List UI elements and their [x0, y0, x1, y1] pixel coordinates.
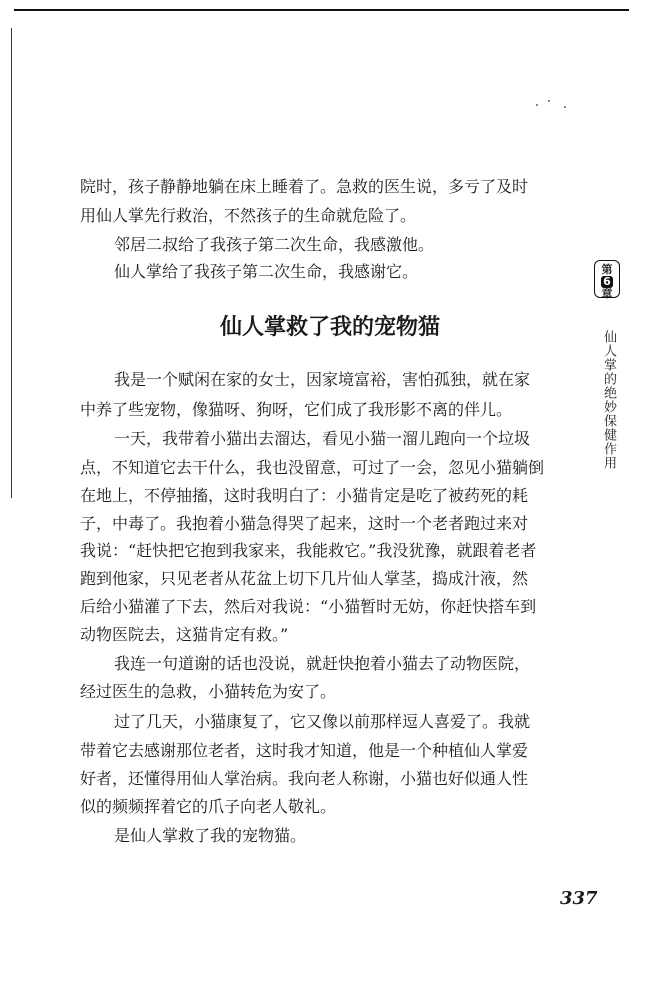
body-line: 子，中毒了。我抱着小猫急得哭了起来，这时一个老者跑过来对: [80, 514, 529, 533]
body-line: 好者，还懂得用仙人掌治病。我向老人称谢，小猫也好似通人性: [80, 769, 529, 788]
body-line: 点，不知道它去干什么，我也没留意，可过了一会，忽见小猫躺倒: [80, 458, 545, 477]
chapter-suffix: 章: [601, 287, 613, 300]
chapter-prefix: 第: [601, 263, 613, 276]
body-line: 后给小猫灌了下去，然后对我说：“小猫暂时无妨，你赶快搭车到: [80, 597, 537, 616]
body-line: 一天，我带着小猫出去溜达，看见小猫一溜儿跑向一个垃圾: [114, 429, 531, 448]
body-line: 我是一个赋闲在家的女士，因家境富裕，害怕孤独，就在家: [114, 370, 531, 389]
body-line: 在地上，不停抽搐，这时我明白了：小猫肯定是吃了被药死的耗: [80, 486, 529, 505]
body-line: 动物医院去，这猫肯定有救。”: [80, 625, 289, 644]
top-line-1: 院时，孩子静静地躺在床上睡着了。急救的医生说，多亏了及时: [80, 177, 529, 196]
body-line: 似的频频挥着它的爪子向老人敬礼。: [80, 797, 337, 816]
margin-line: [11, 28, 12, 498]
body-line: 我连一句道谢的话也没说，就赶快抱着小猫去了动物医院，: [114, 654, 531, 673]
top-line-2: 用仙人掌先行救治，不然孩子的生命就危险了。: [80, 206, 417, 225]
page-number: 337: [560, 888, 598, 909]
section-heading: 仙人掌救了我的宠物猫: [219, 315, 440, 340]
body-line: 过了几天，小猫康复了，它又像以前那样逗人喜爱了。我就: [114, 712, 531, 731]
side-chapter-title: 仙人掌的绝妙保健作用: [601, 330, 616, 470]
chapter-badge: [594, 260, 620, 298]
chapter-number: 6: [603, 275, 611, 288]
top-line-4: 仙人掌给了我孩子第二次生命，我感谢它。: [114, 262, 419, 281]
scan-specks: [534, 98, 574, 110]
body-line: 我说：“赶快把它抱到我家来，我能救它。”我没犹豫，就跟着老者: [80, 541, 537, 560]
body-line: 是仙人掌救了我的宠物猫。: [114, 826, 307, 845]
body-line: 经过医生的急救，小猫转危为安了。: [80, 682, 337, 701]
body-line: 带着它去感谢那位老者，这时我才知道，他是一个种植仙人掌爱: [80, 741, 529, 760]
top-line-3: 邻居二叔给了我孩子第二次生命，我感激他。: [114, 235, 435, 254]
body-line: 跑到他家，只见老者从花盆上切下几片仙人掌茎，捣成汁液，然: [80, 569, 529, 588]
body-line: 中养了些宠物，像猫呀、狗呀，它们成了我形影不离的伴儿。: [80, 400, 513, 419]
top-rule: [14, 9, 629, 11]
